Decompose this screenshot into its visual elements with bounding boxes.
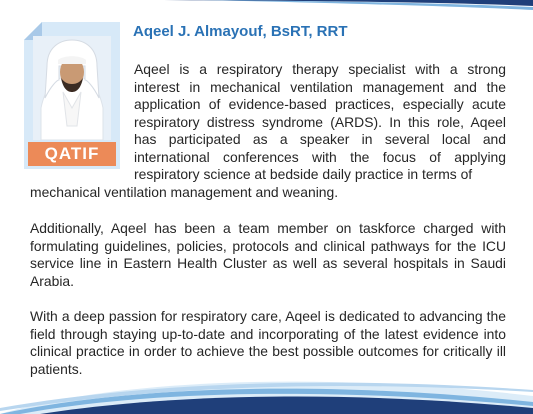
bio-paragraph-1: Aqeel is a respiratory therapy specialist with a strong interest in mechanical ventilation management and the application of evidence-based practices, especially acute respiratory distress syndrome (ARDS). In this role, Aqeel has participated as a speaker in several local and international conferences with the focus of applying respiratory science at bedside daily practice in terms of [134,61,506,182]
top-swoosh-decoration [0,0,533,14]
location-badge: QATIF [28,142,116,166]
bio-paragraph-2: Additionally, Aqeel has been a team member on taskforce charged with formulating guidelines, policies, protocols and clinical pathways for the ICU service line in Eastern Health Cluster as well as several hospitals in Saudi Arabia. [30,220,506,289]
bio-paragraph-1-continuation: mechanical ventilation management and weaning. [30,184,339,200]
bottom-swoosh-decoration [0,368,533,414]
bio-paragraph-3: With a deep passion for respiratory care, Aqeel is dedicated to advancing the field through staying up-to-date and incorporating of the latest evidence into clinical practice in order to achieve the best possible outcomes for critically ill patients. [30,308,506,377]
speaker-name: Aqeel J. Almayouf, BsRT, RRT [133,23,348,40]
profile-photo [33,36,111,140]
profile-card [24,22,120,169]
